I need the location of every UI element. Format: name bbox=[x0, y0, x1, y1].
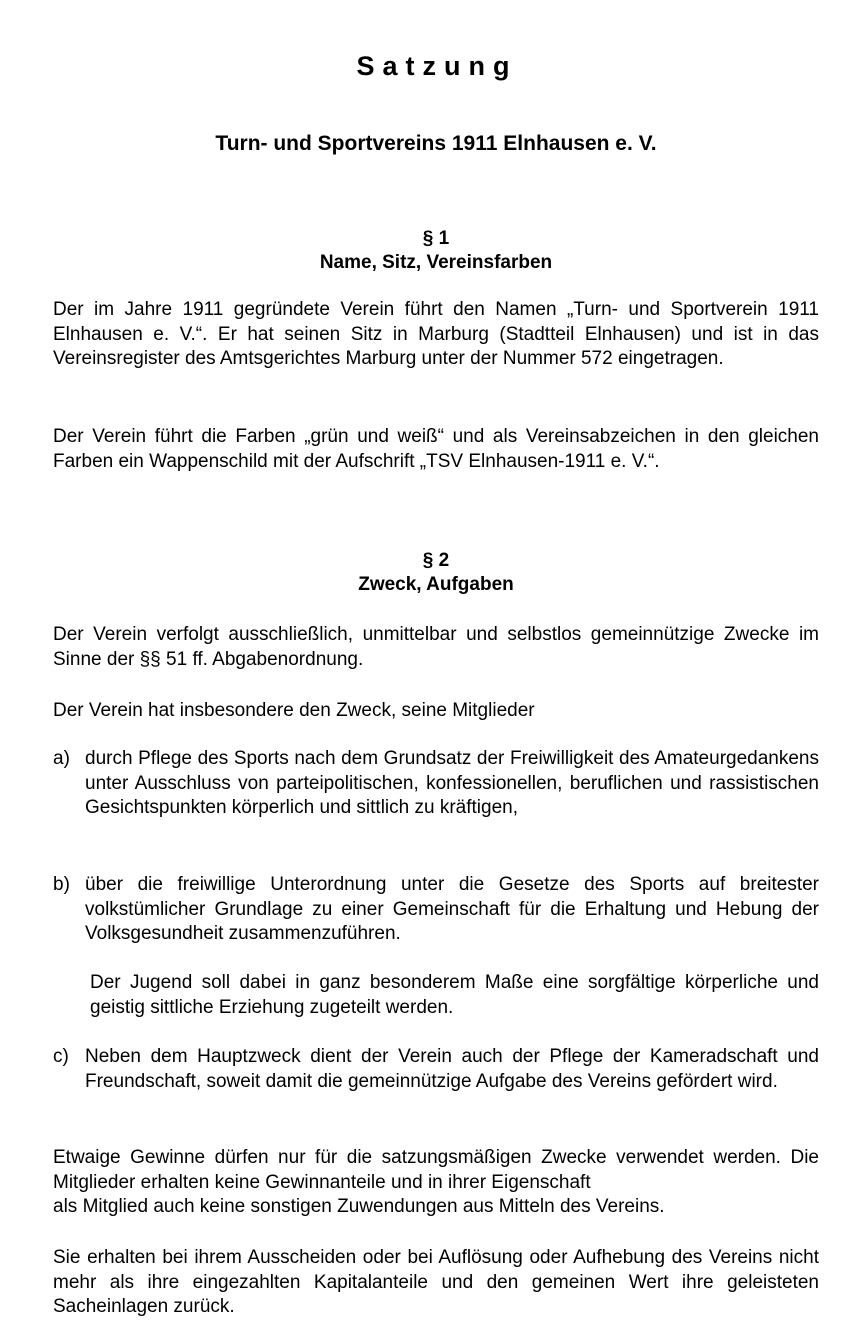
document-subtitle: Turn- und Sportvereins 1911 Elnhausen e. V. bbox=[215, 132, 657, 155]
section-2-paragraph-1: Der Verein verfolgt ausschließlich, unmittelbar und selbstlos gemeinnützige Zwecke im Sinne der §§ 51 ff. Abgabenordnung. bbox=[53, 624, 819, 670]
section-1-number: § 1 bbox=[422, 228, 450, 249]
list-item-label: c) bbox=[53, 1046, 69, 1067]
section-1-paragraph-1: Der im Jahre 1911 gegründete Verein führt den Namen „Turn- und Sportverein 1911 Elnhausen e. V.“. Er hat seinen Sitz in Marburg (Stadtteil Elnhausen) und ist in das Vereinsregister des Amtsgerichtes Marburg unter der Nummer 572 eingetragen. bbox=[53, 299, 819, 369]
section-2-closing-3: Sie erhalten bei ihrem Ausscheiden oder bei Auflösung oder Aufhebung des Vereins nicht mehr als ihre eingezahlten Kapitalanteile und den gemeinen Wert ihre geleisteten Sacheinlagen zurück. bbox=[53, 1247, 819, 1317]
list-item-label: a) bbox=[53, 748, 70, 769]
section-2-closing-2: als Mitglied auch keine sonstigen Zuwendungen aus Mitteln des Vereins. bbox=[53, 1196, 665, 1217]
list-item-b bbox=[53, 873, 819, 947]
section-2-closing-1: Etwaige Gewinne dürfen nur für die satzungsmäßigen Zwecke verwendet werden. Die Mitglieder erhalten keine Gewinnanteile und in ihrer Eigenschaft bbox=[53, 1147, 819, 1193]
list-item-text: über die freiwillige Unterordnung unter die Gesetze des Sports auf breitester volkstümlicher Grundlage zu einer Gemeinschaft für die Erhaltung und Hebung der Volksgesundheit zusammenzuführen. bbox=[85, 874, 819, 944]
section-1-paragraph-2: Der Verein führt die Farben „grün und weiß“ und als Vereinsabzeichen in den gleichen Farben ein Wappenschild mit der Aufschrift „TSV Elnhausen-1911 e. V.“. bbox=[53, 426, 819, 472]
list-item-a bbox=[53, 747, 819, 821]
section-2-paragraph-2: Der Verein hat insbesondere den Zweck, seine Mitglieder bbox=[53, 700, 535, 721]
section-2-heading: Zweck, Aufgaben bbox=[358, 574, 514, 595]
document-title: Satzung bbox=[356, 51, 518, 81]
list-item-c bbox=[53, 1045, 819, 1094]
list-item-text: durch Pflege des Sports nach dem Grundsatz der Freiwilligkeit des Amateurgedankens unter Ausschluss von parteipolitischen, konfessionellen, beruflichen und rassistischen Gesichtspunkten körperlich und sittlich zu kräftigen, bbox=[85, 748, 819, 818]
list-item-text: Neben dem Hauptzweck dient der Verein auch der Pflege der Kameradschaft und Freundschaft, soweit damit die gemeinnützige Aufgabe des Vereins gefördert wird. bbox=[85, 1046, 819, 1092]
list-item-label: b) bbox=[53, 874, 70, 895]
section-2-number: § 2 bbox=[422, 550, 450, 571]
list-item-b-note: Der Jugend soll dabei in ganz besonderem Maße eine sorgfältige körperliche und geistig sittliche Erziehung zugeteilt werden. bbox=[90, 972, 819, 1018]
section-1-heading: Name, Sitz, Vereinsfarben bbox=[319, 252, 553, 273]
